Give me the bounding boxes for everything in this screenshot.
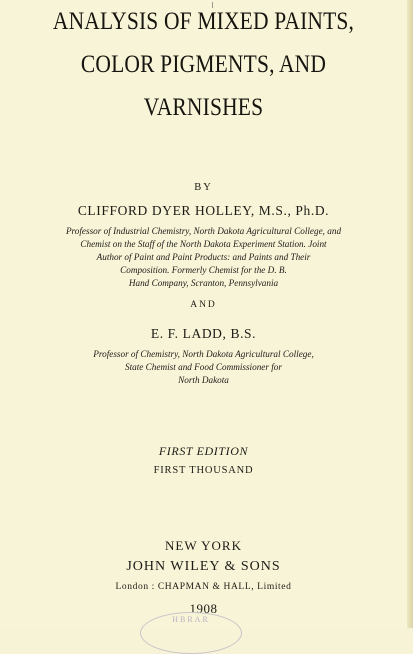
book-title-line-1: ANALYSIS OF MIXED PAINTS, <box>52 8 355 35</box>
printing-label: FIRST THOUSAND <box>153 465 254 476</box>
author1-name: CLIFFORD DYER HOLLEY, M.S., Ph.D. <box>77 203 330 218</box>
edition-label: FIRST EDITION <box>158 444 249 458</box>
author2-desc-line: State Chemist and Food Commissioner for <box>125 362 282 372</box>
publisher-london: London : CHAPMAN & HALL, Limited <box>115 582 292 592</box>
author2-desc-line: Professor of Chemistry, North Dakota Agricultural College, <box>93 349 314 359</box>
author1-desc-line: Professor of Industrial Chemistry, North Dakota Agricultural College, and <box>65 226 342 236</box>
publisher-name: JOHN WILEY & SONS <box>126 559 281 574</box>
book-title-line-3: VARNISHES <box>143 94 264 121</box>
author1-desc-line: Chemist on the Staff of the North Dakota Experiment Station. Joint <box>80 239 327 249</box>
and-label: AND <box>190 300 217 310</box>
book-title-line-2: COLOR PIGMENTS, AND <box>80 51 327 78</box>
library-stamp: HBRAR <box>140 612 242 654</box>
author2-description <box>0 348 407 387</box>
author1-desc-line: Hand Company, Scranton, Pennsylvania <box>128 278 279 288</box>
publisher-city: NEW YORK <box>165 538 242 553</box>
by-label: BY <box>194 182 213 193</box>
publication-year: 1908 <box>189 601 218 616</box>
page-edge <box>407 0 413 628</box>
author1-description <box>0 225 407 290</box>
author1-desc-line: Composition. Formerly Chemist for the D. B. <box>120 265 287 275</box>
author2-name: E. F. LADD, B.S. <box>150 326 257 341</box>
author1-desc-line: Author of Paint and Paint Products: and Paints and Their <box>96 252 311 262</box>
author2-desc-line: North Dakota <box>178 375 229 385</box>
